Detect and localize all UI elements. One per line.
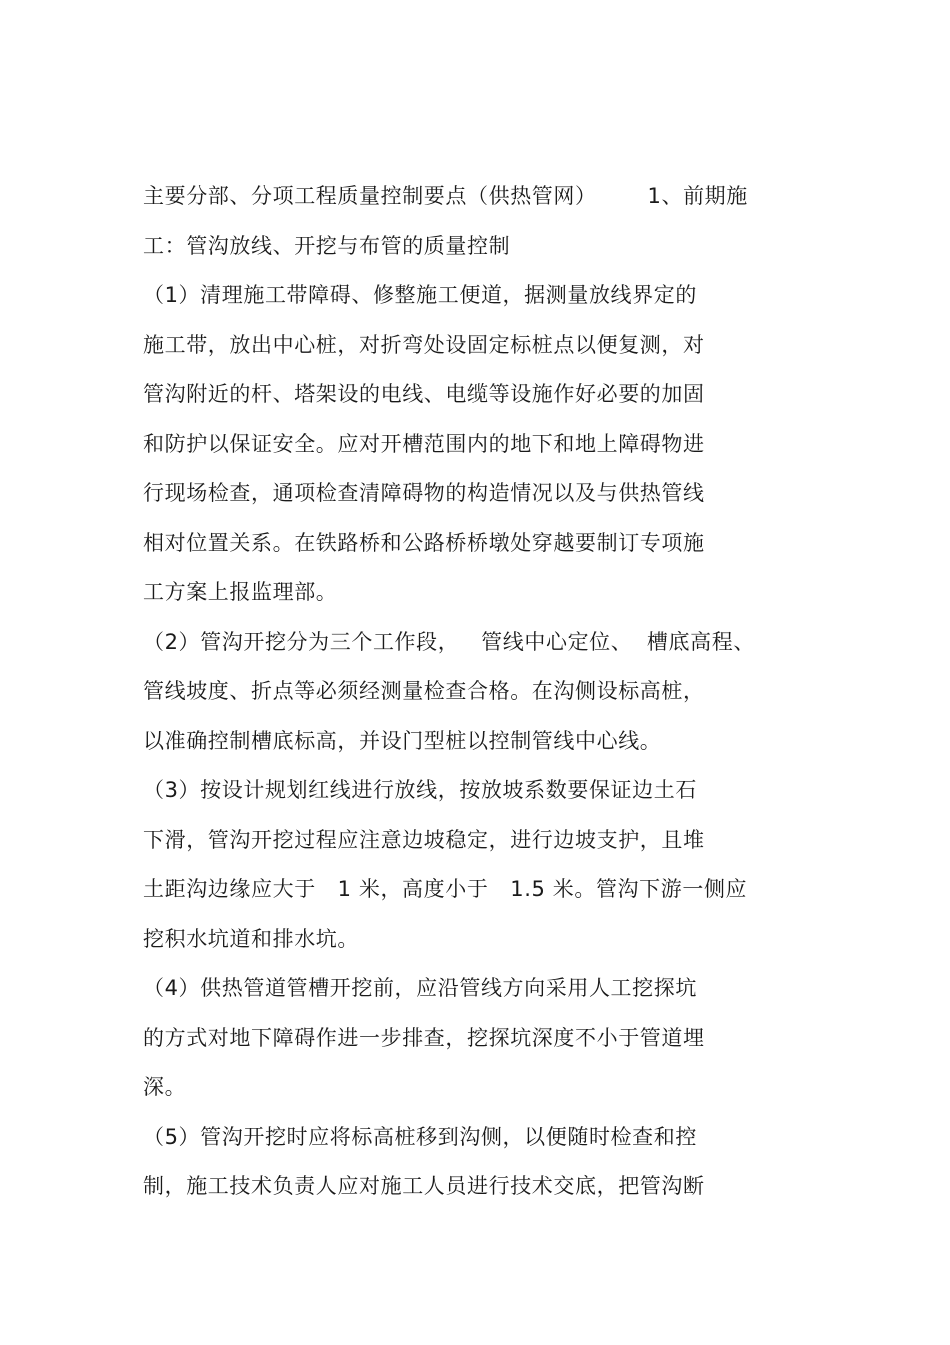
- text-line: 管线坡度、折点等必须经测量检查合格。在沟侧设标高桩，: [143, 679, 705, 703]
- text-line: 土距沟边缘应大于 1 米，高度小于 1.5 米。管沟下游一侧应: [143, 877, 748, 901]
- text-line: 相对位置关系。在铁路桥和公路桥桥墩处穿越要制订专项施: [143, 530, 705, 555]
- text-line: （4）供热管道管槽开挖前，应沿管线方向采用人工挖探坑: [143, 976, 697, 1000]
- text-line: （3）按设计规划红线进行放线，按放坡系数要保证边土石: [143, 778, 697, 802]
- text-line: 行现场检查，通项检查清障碍物的构造情况以及与供热管线: [143, 481, 705, 505]
- text-line: 主要分部、分项工程质量控制要点（供热管网） 1、前期施: [143, 184, 748, 208]
- text-line: （2）管沟开挖分为三个工作段， 管线中心定位、 槽底高程、: [143, 629, 755, 654]
- text-line: 制，施工技术负责人应对施工人员进行技术交底，把管沟断: [143, 1174, 705, 1198]
- text-line: 挖积水坑道和排水坑。: [143, 926, 359, 951]
- text-line: 的方式对地下障碍作进一步排查，挖探坑深度不小于管道埋: [143, 1025, 705, 1050]
- text-line: 和防护以保证安全。应对开槽范围内的地下和地上障碍物进: [143, 431, 705, 456]
- text-line: （1）清理施工带障碍、修整施工便道，据测量放线界定的: [143, 283, 697, 307]
- text-line: 工方案上报监理部。: [143, 580, 338, 604]
- text-line: 施工带，放出中心桩，对折弯处设固定标桩点以便复测，对: [143, 332, 705, 357]
- text-line: 下滑，管沟开挖过程应注意边坡稳定，进行边坡支护，且堆: [143, 827, 705, 852]
- text-line: 以准确控制槽底标高，并设门型桩以控制管线中心线。: [143, 728, 662, 753]
- text-line: （5）管沟开挖时应将标高桩移到沟侧，以便随时检查和控: [143, 1124, 697, 1149]
- text-line: 工：管沟放线、开挖与布管的质量控制: [143, 233, 511, 258]
- document-body: [143, 176, 803, 1216]
- text-line: 深。: [143, 1075, 187, 1099]
- text-line: 管沟附近的杆、塔架设的电线、电缆等设施作好必要的加固: [143, 382, 705, 406]
